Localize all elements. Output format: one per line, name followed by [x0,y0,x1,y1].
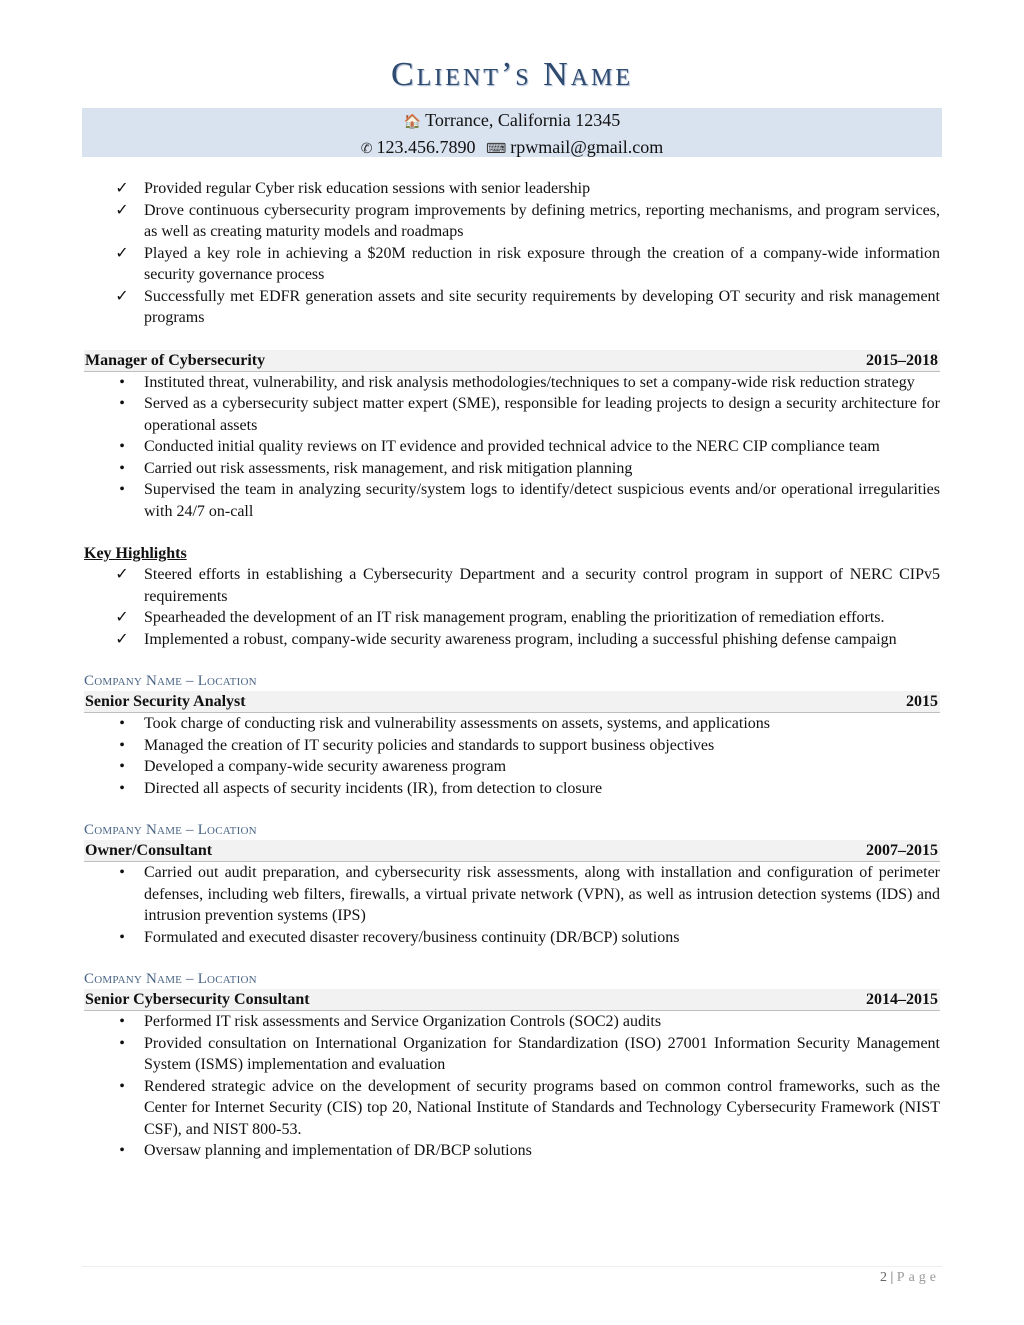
client-name: Client’s Name [390,56,634,93]
page-label: Page [896,1270,940,1285]
bullet-icon: • [119,1142,125,1159]
bullet-icon: • [119,779,125,797]
page-footer [880,1270,940,1286]
bullet-icon: • [119,715,125,732]
owner-bullets [84,862,940,948]
list-item: • Developed a company-wide security awareness program [84,756,940,778]
check-icon: ✓ [115,630,129,648]
bullet-icon: • [119,1034,125,1052]
role-heading [84,840,940,862]
location-text: Torrance, California 12345 [425,110,621,130]
role-title: Senior Cybersecurity Consultant [85,991,310,1008]
list-item: ✓ Provided regular Cyber risk education sessions with senior leadership [84,178,940,200]
analyst-bullets [84,713,940,799]
check-icon: ✓ [115,609,129,626]
role-heading [84,691,940,713]
list-item: • Formulated and executed disaster recovery/business continuity (DR/BCP) solutions [84,927,940,949]
check-icon: ✓ [115,566,129,583]
list-item: • Took charge of conducting risk and vulnerability assessments on assets, systems, and applications [84,713,940,735]
list-item: • Performed IT risk assessments and Service Organization Controls (SOC2) audits [84,1011,940,1033]
consultant-bullets [84,1011,940,1162]
bullet-icon: • [119,736,125,754]
resume-body [84,178,940,1162]
role-dates: 2007–2015 [866,842,938,859]
list-item: • Managed the creation of IT security policies and standards to support business objectives [84,735,940,757]
check-icon: ✓ [115,201,129,219]
check-icon: ✓ [115,287,129,305]
list-item: • Served as a cybersecurity subject matter expert (SME), responsible for leading projects to design a security architecture for operational assets [84,393,940,436]
list-item: • Rendered strategic advice on the development of security programs based on common control frameworks, such as the Center for Internet Security (CIS) top 20, National Institute of Standards and Technology Cybersecurity Framework (NIST CSF), and NIST 800-53. [84,1076,940,1141]
phone-email-line [82,135,942,162]
role-title: Manager of Cybersecurity [85,351,266,369]
list-item: ✓ Steered efforts in establishing a Cybersecurity Department and a security control program in support of NERC CIPv5 requirements [84,564,940,607]
phone-icon: ✆ [360,142,373,157]
keyboard-icon: ⌨ [485,142,507,157]
role-title: Owner/Consultant [85,842,213,859]
footer-divider [82,1266,942,1267]
bullet-icon: • [119,758,125,775]
list-item: ✓ Played a key role in achieving a $20M reduction in risk exposure through the creation of a company-wide information security governance process [84,243,940,286]
bullet-icon: • [119,373,125,391]
list-item: • Supervised the team in analyzing security/system logs to identify/detect suspicious events and/or operational irregularities with 24/7 on-call [84,479,940,522]
house-icon: 🏠 [403,115,422,130]
role-dates: 2015–2018 [866,351,938,369]
bullet-icon: • [119,459,125,477]
key-highlights-heading: Key Highlights [84,545,187,562]
role-heading [84,350,940,372]
list-item: ✓ Successfully met EDFR generation assets and site security requirements by developing OT security and risk management programs [84,286,940,329]
highlight-bullets [84,564,940,650]
company-line: Company Name – Location [84,673,257,689]
bullet-icon: • [119,1077,125,1095]
list-item: ✓ Drove continuous cybersecurity program improvements by defining metrics, reporting mechanisms, and program services, as well as creating maturity models and roadmaps [84,200,940,243]
list-item: • Carried out audit preparation, and cybersecurity risk assessments, along with installation and configuration of perimeter defenses, including web filters, firewalls, a virtual private network (VPN), as well as intrusion detection systems (IDS) and intrusion prevention systems (IPS) [84,862,940,927]
bullet-icon: • [119,928,125,946]
bullet-icon: • [119,1013,125,1030]
page-separator: | [890,1270,894,1285]
company-line: Company Name – Location [84,822,257,838]
intro-bullets [84,178,940,329]
list-item: • Provided consultation on International Organization for Standardization (ISO) 27001 Information Security Management System (ISMS) implementation and evaluation [84,1033,940,1076]
contact-bar [82,108,942,157]
bullet-icon: • [119,438,125,455]
bullet-icon: • [119,481,125,498]
bullet-icon: • [119,864,125,881]
list-item: • Directed all aspects of security incidents (IR), from detection to closure [84,778,940,800]
list-item: • Oversaw planning and implementation of DR/BCP solutions [84,1140,940,1162]
manager-bullets [84,372,940,523]
page-number: 2 [879,1270,887,1285]
list-item: ✓ Implemented a robust, company-wide security awareness program, including a successful phishing defense campaign [84,629,940,651]
phone-text: 123.456.7890 [376,137,476,157]
company-line: Company Name – Location [84,971,257,987]
check-icon: ✓ [115,180,129,197]
list-item: • Instituted threat, vulnerability, and risk analysis methodologies/techniques to set a company-wide risk reduction strategy [84,372,940,394]
role-heading [84,989,940,1011]
list-item: • Conducted initial quality reviews on IT evidence and provided technical advice to the NERC CIP compliance team [84,436,940,458]
bullet-icon: • [119,395,125,412]
list-item: • Carried out risk assessments, risk management, and risk mitigation planning [84,458,940,480]
role-title: Senior Security Analyst [85,693,246,710]
email-text: rpwmail@gmail.com [510,137,664,157]
role-dates: 2014–2015 [866,991,938,1008]
location-line [82,108,942,135]
list-item: ✓ Spearheaded the development of an IT risk management program, enabling the prioritization of remediation efforts. [84,607,940,629]
check-icon: ✓ [115,244,129,262]
role-dates: 2015 [906,693,938,710]
